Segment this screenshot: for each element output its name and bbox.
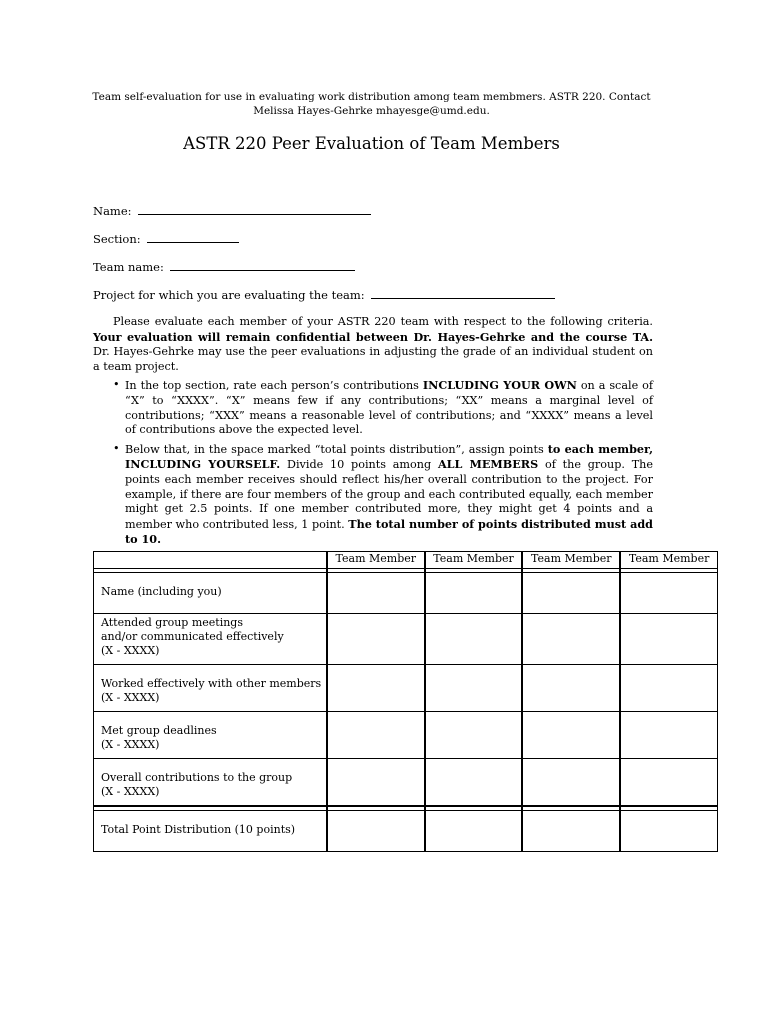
rating-cell[interactable]: [425, 614, 523, 665]
header-note-line2: Melissa Hayes-Gehrke mhayesge@umd.edu.: [253, 105, 490, 117]
rating-cell[interactable]: [620, 759, 718, 806]
list-item: • In the top section, rate each person’s contributions INCLUDING YOUR OWN on a scale of “X” to “XXXX”. “X” means few if any contributions; “XX” means a marginal level of contributions; “XXX” means a reasonable level of contributions; and “XXXX” means a level of contributions above the expected level.: [113, 378, 654, 437]
evaluation-table: [93, 551, 718, 852]
project-blank-line[interactable]: [371, 297, 555, 299]
rating-cell[interactable]: [327, 614, 425, 665]
rating-cell[interactable]: [620, 712, 718, 759]
table-row: [93, 572, 718, 614]
criterion-cell: Met group deadlines (X - XXXX): [93, 712, 327, 759]
instructions: [93, 315, 653, 552]
team-name-blank-line[interactable]: [170, 269, 355, 271]
rating-cell[interactable]: [620, 614, 718, 665]
criterion-cell: Attended group meetings and/or communicated effectively (X - XXXX): [93, 614, 327, 665]
table-row: [93, 712, 718, 759]
table-header-row: [93, 551, 718, 568]
rating-cell[interactable]: [620, 665, 718, 712]
project-label: Project for which you are evaluating the team:: [93, 288, 365, 302]
bullet-icon: •: [113, 441, 120, 455]
points-cell[interactable]: [522, 810, 620, 852]
confidential-text: Your evaluation will remain confidential between Dr. Hayes-Gehrke and the course TA.: [93, 329, 653, 344]
instructions-paragraph: [93, 315, 653, 374]
criterion-cell: Overall contributions to the group (X - XXXX): [93, 759, 327, 806]
rating-cell[interactable]: [425, 759, 523, 806]
criterion-cell: Name (including you): [93, 572, 327, 614]
column-header: Team Member: [425, 551, 523, 568]
header-note-line1: Team self-evaluation for use in evaluating work distribution among team membmers. ASTR 220. Contact: [92, 91, 651, 103]
rating-cell[interactable]: [425, 572, 523, 614]
name-label: Name:: [93, 204, 132, 218]
rating-cell[interactable]: [522, 614, 620, 665]
rating-cell[interactable]: [522, 712, 620, 759]
points-cell[interactable]: [620, 810, 718, 852]
criterion-cell: Worked effectively with other members (X - XXXX): [93, 665, 327, 712]
table-row: [93, 665, 718, 712]
rating-cell[interactable]: [425, 712, 523, 759]
header-note: [90, 90, 653, 118]
bullet-icon: •: [113, 378, 120, 392]
rating-cell[interactable]: [327, 665, 425, 712]
section-label: Section:: [93, 232, 141, 246]
points-cell[interactable]: [425, 810, 523, 852]
list-item: • Below that, in the space marked “total points distribution”, assign points to each member, INCLUDING YOURSELF. Divide 10 points among ALL MEMBERS of the group. The points each member receives should reflect his/her overall contribution to the project. For example, if there are four members of the group and each contributed equally, each member might get 2.5 points. If one member contributed more, they might get 4 points and a member who contributed less, 1 point. The total number of points distributed must add to 10.: [113, 441, 653, 547]
rating-cell[interactable]: [522, 759, 620, 806]
rating-cell[interactable]: [522, 572, 620, 614]
rating-cell[interactable]: [327, 759, 425, 806]
project-field[interactable]: [93, 288, 555, 302]
column-header: Team Member: [522, 551, 620, 568]
section-field[interactable]: [93, 232, 239, 246]
section-blank-line[interactable]: [147, 241, 239, 243]
table-row: [93, 614, 718, 665]
rating-cell[interactable]: [327, 572, 425, 614]
table-row-total: [93, 810, 718, 852]
team-name-label: Team name:: [93, 260, 164, 274]
table-row: [93, 759, 718, 806]
column-header: Team Member: [327, 551, 425, 568]
points-cell[interactable]: [327, 810, 425, 852]
usage-text: Dr. Hayes-Gehrke may use the peer evaluations in adjusting the grade of an individual student on a team project.: [93, 345, 653, 373]
rating-cell[interactable]: [327, 712, 425, 759]
rating-cell[interactable]: [620, 572, 718, 614]
column-header: Team Member: [620, 551, 718, 568]
name-blank-line[interactable]: [138, 213, 371, 215]
rating-cell[interactable]: [522, 665, 620, 712]
table-corner-cell: [93, 551, 327, 568]
total-label-cell: Total Point Distribution (10 points): [93, 810, 327, 852]
page-title: ASTR 220 Peer Evaluation of Team Members: [183, 134, 560, 153]
instructions-list: [93, 378, 653, 548]
team-name-field[interactable]: [93, 260, 355, 274]
intro-text: Please evaluate each member of your ASTR 220 team with respect to the following criteria.: [113, 315, 653, 328]
name-field[interactable]: [93, 204, 371, 218]
rating-cell[interactable]: [425, 665, 523, 712]
